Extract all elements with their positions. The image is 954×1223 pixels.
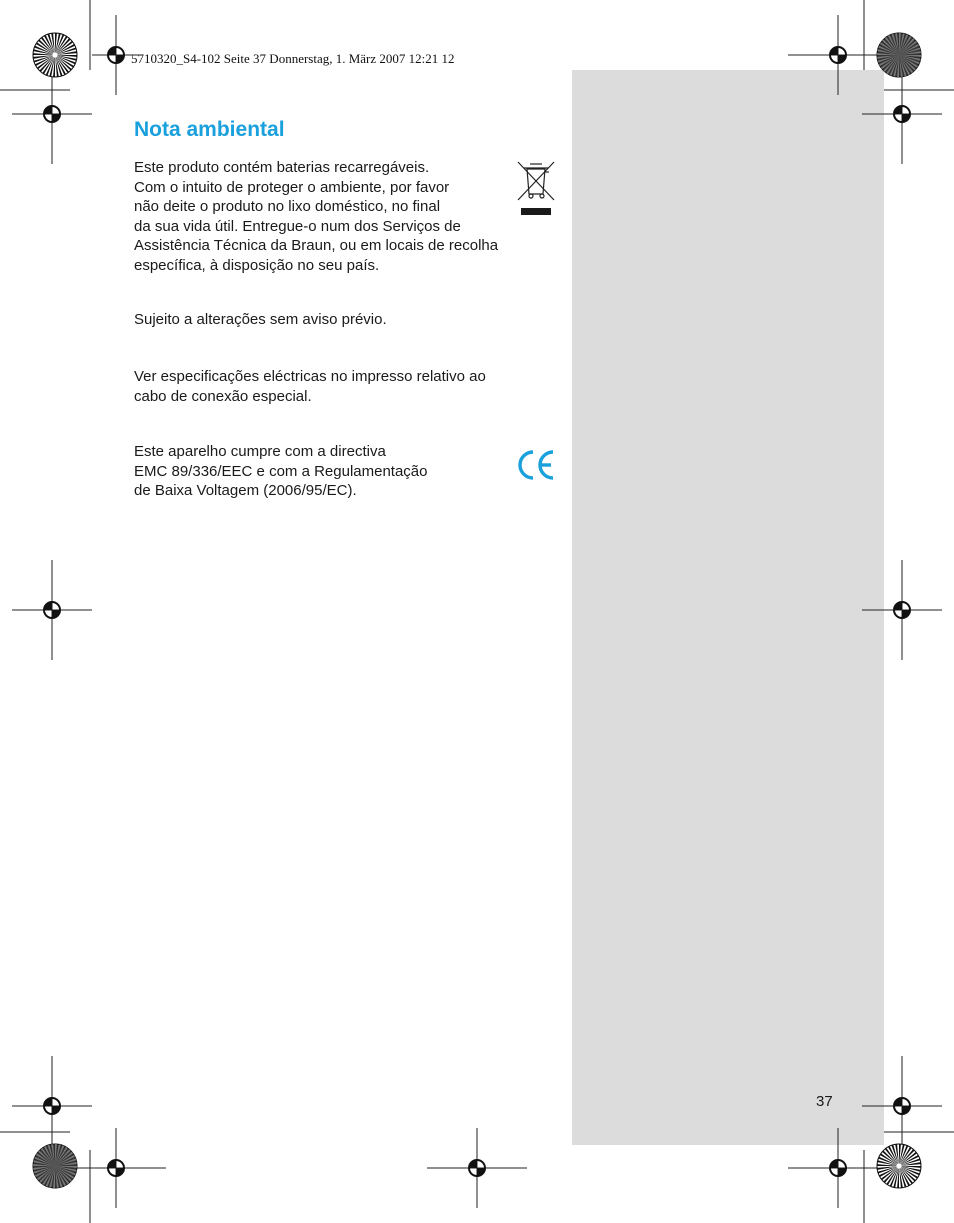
text-line: Assistência Técnica da Braun, ou em locais de recolha <box>134 237 499 254</box>
starburst-icon <box>877 1144 921 1188</box>
registration-mark-icon <box>92 15 140 95</box>
starburst-icon <box>877 33 921 77</box>
text-line: Este produto contém baterias recarregáveis. <box>134 159 430 176</box>
starburst-icon <box>33 33 77 77</box>
registration-mark-icon <box>862 560 942 660</box>
text-line: EMC 89/336/EEC e com a Regulamentação <box>134 462 428 480</box>
registration-mark-icon <box>12 1056 92 1156</box>
text-line: de Baixa Voltagem (2006/95/EC). <box>134 482 357 499</box>
text-line: Ver especificações eléctricas no impresso relativo ao <box>134 368 486 385</box>
registration-mark-icon <box>788 15 888 95</box>
registration-mark-icon <box>12 64 92 164</box>
registration-mark-icon <box>427 1128 527 1208</box>
text-line: específica, à disposição no seu país. <box>134 256 380 274</box>
page-number: 37 <box>816 1093 833 1110</box>
text-line: não deite o produto no lixo doméstico, no final <box>134 198 441 215</box>
text-line: da sua vida útil. Entregue-o num dos Serviços de <box>134 217 461 235</box>
text-line: Sujeito a alterações sem aviso prévio. <box>134 311 387 328</box>
text-line: cabo de conexão especial. <box>134 387 312 405</box>
registration-mark-icon <box>12 560 92 660</box>
registration-mark-icon <box>66 1128 166 1208</box>
starburst-icon <box>33 1144 77 1188</box>
text-line: Com o intuito de proteger o ambiente, por favor <box>134 178 450 196</box>
registration-mark-icon <box>788 1128 888 1208</box>
text-line: Este aparelho cumpre com a directiva <box>134 443 386 460</box>
registration-mark-icon <box>862 64 942 164</box>
page-title: Nota ambiental <box>134 118 285 141</box>
registration-mark-icon <box>862 1056 942 1156</box>
print-slug: 5710320_S4-102 Seite 37 Donnerstag, 1. März 2007 12:21 12 <box>131 51 455 66</box>
